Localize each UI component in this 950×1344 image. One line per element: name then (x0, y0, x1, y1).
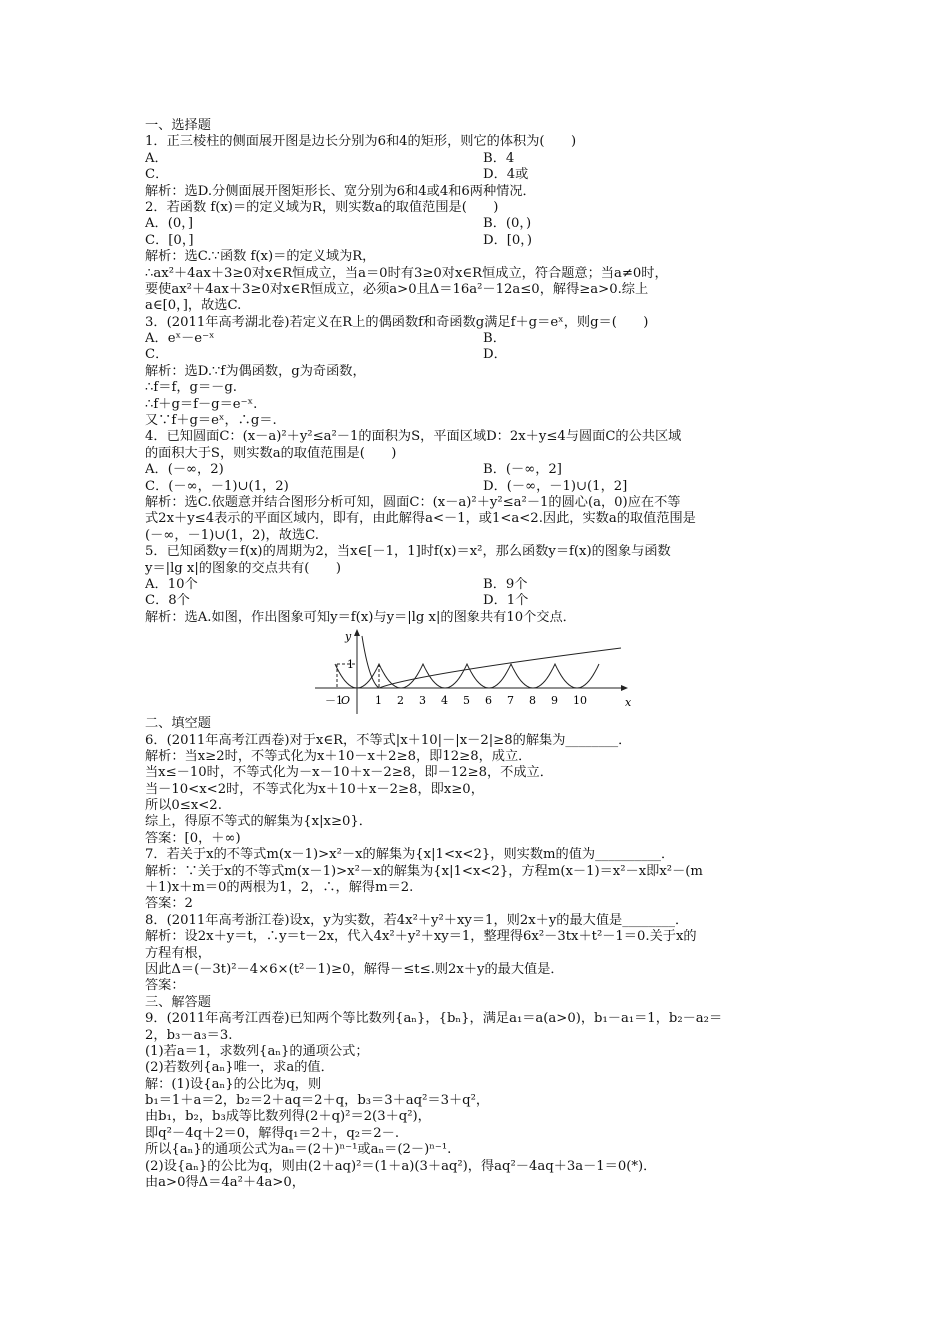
option-text: D．4或 (483, 167, 529, 183)
x-axis-label: x (625, 696, 632, 710)
x-tick-label: 8 (529, 694, 536, 708)
option-text: C．(－∞，－1)∪(1，2) (145, 478, 289, 494)
text-line: 6．(2011年高考江西卷)对于x∈R，不等式|x＋10|－|x－2|≥8的解集为________． (145, 732, 632, 748)
text-line: (1)若a＝1，求数列{aₙ}的通项公式； (145, 1043, 369, 1059)
text-line: 方程有根， (145, 945, 211, 961)
text-line: 即q²－4q＋2＝0，解得q₁＝2＋，q₂＝2－. (145, 1125, 400, 1141)
x-tick-label: O (341, 694, 351, 708)
text-line: ∴f＝f，g＝－g. (145, 380, 237, 396)
option-text: C． (145, 347, 169, 363)
text-line: 因此Δ＝(－3t)²－4×6×(t²－1)≥0，解得－≤t≤.则2x＋y的最大值是． (145, 961, 564, 977)
option-text: A．(－∞，2) (145, 462, 224, 478)
x-tick-label: 6 (485, 694, 492, 708)
option-row (145, 151, 810, 167)
text-line: 当－10<x<2时，不等式化为x＋10＋x－2≥8，即x≥0， (145, 781, 484, 797)
x-axis-arrow (621, 685, 628, 691)
option-row (145, 347, 810, 363)
text-line: 由b₁，b₂，b₃成等比数列得(2＋q)²＝2(3＋q²)， (145, 1109, 431, 1125)
x-tick-label: 3 (419, 694, 426, 708)
option-text: A．(0，] (145, 216, 193, 232)
text-line: 解：(1)设{aₙ}的公比为q，则 (145, 1076, 322, 1092)
document-page (145, 118, 810, 1191)
text-line: y＝|lg x|的图象的交点共有( ) (145, 560, 341, 576)
text-line: 解析：选D.∵f为偶函数，g为奇函数， (145, 363, 366, 379)
option-row (145, 593, 810, 609)
x-tick-labels (325, 694, 587, 707)
option-row (145, 331, 810, 347)
x-tick-label: 1 (375, 694, 382, 708)
x-tick-label: 4 (441, 694, 448, 708)
text-line: 1．正三棱柱的侧面展开图是边长分别为6和4的矩形，则它的体积为( ) (145, 134, 577, 150)
option-row (145, 479, 810, 495)
text-line: 当x≤－10时，不等式化为－x－10＋x－2≥8，即－12≥8，不成立． (145, 765, 553, 781)
x-tick-label: 5 (463, 694, 470, 708)
text-line: 解析：选D.分侧面展开图矩形长、宽分别为6和4或4和6两种情况． (145, 183, 536, 199)
text-line: a∈[0，]，故选C. (145, 298, 242, 314)
text-line: 所以{aₙ}的通项公式为aₙ＝(2＋)ⁿ⁻¹或aₙ＝(2－)ⁿ⁻¹. (145, 1142, 452, 1158)
text-line: ∴f＋g＝f－g＝e⁻ˣ. (145, 396, 258, 412)
option-text: A．eˣ－e⁻ˣ (145, 331, 215, 347)
option-row (145, 216, 810, 232)
x-tick-label: 10 (573, 694, 587, 708)
option-text: A．10个 (145, 576, 198, 592)
y-tick-label: 1 (347, 658, 354, 672)
text-line: ＋1)x＋m＝0的两根为1，2，∴，解得m＝2. (145, 880, 414, 896)
text-line: 解析：选C.依题意并结合图形分析可知，圆面C：(x－a)²＋y²≤a²－1的圆心(a，0)应在不等 (145, 494, 681, 510)
text-line: 9．(2011年高考江西卷)已知两个等比数列{aₙ}，{bₙ}，满足a₁＝a(a>0)，b₁－a₁＝1，b₂－a₂＝ (145, 1011, 723, 1027)
x-tick-label: 7 (507, 694, 514, 708)
text-block-2 (145, 716, 810, 1191)
text-line: 5．已知函数y＝f(x)的周期为2，当x∈[－1，1]时f(x)＝x²，那么函数y＝f(x)的图象与函数 (145, 544, 671, 560)
option-text: C．8个 (145, 593, 190, 609)
x-tick-label: 9 (551, 694, 558, 708)
text-line: 解析：当x≥2时，不等式化为x＋10－x＋2≥8，即12≥8，成立． (145, 748, 532, 764)
text-line: 4．已知圆面C：(x－a)²＋y²≤a²－1的面积为S，平面区域D：2x＋y≤4与圆面C的公共区域 (145, 429, 682, 445)
text-line: 的面积大于S，则实数a的取值范围是( ) (145, 445, 397, 461)
option-text: C．[0，] (145, 232, 194, 248)
text-line: 答案： (145, 978, 185, 994)
option-text: C． (145, 167, 169, 183)
text-line: 解析：∵关于x的不等式m(x－1)>x²－x的解集为{x|1<x<2}，方程m(x－1)＝x²－x即x²－(m (145, 863, 703, 879)
option-text: A． (145, 150, 168, 166)
text-line: (－∞，－1)∪(1，2)，故选C. (145, 527, 319, 543)
option-text: B． (483, 331, 506, 347)
graph-svg (315, 626, 655, 716)
text-line: ∴ax²＋4ax＋3≥0对x∈R恒成立，当a＝0时有3≥0对x∈R恒成立，符合题意；当a≠0时， (145, 265, 668, 281)
text-line: (2)设{aₙ}的公比为q，则由(2＋aq)²＝(1＋a)(3＋aq²)，得aq²－4aq＋3a－1＝0(*)． (145, 1158, 657, 1174)
text-line: 3．(2011年高考湖北卷)若定义在R上的偶函数f和奇函数g满足f＋g＝eˣ，则g＝( ) (145, 314, 649, 330)
text-line: 又∵f＋g＝eˣ，∴g＝. (145, 413, 277, 429)
x-tick-label: －1 (325, 694, 343, 708)
option-text: D． (483, 347, 507, 363)
option-text: D．(－∞，－1)∪(1，2] (483, 478, 628, 494)
y-axis-arrow (354, 629, 360, 636)
text-line: 答案：2 (145, 896, 193, 912)
text-line: 一、选择题 (145, 118, 211, 133)
function-graph-figure (145, 626, 810, 716)
text-line: 解析：选C.∵函数 f(x)＝的定义域为R， (145, 249, 376, 265)
text-block-1 (145, 118, 810, 626)
text-line: 8．(2011年高考浙江卷)设x，y为实数，若4x²＋y²＋xy＝1，则2x＋y的最大值是________． (145, 912, 689, 928)
periodic-parabola-curve (335, 664, 599, 688)
text-line: 2，b₃－a₃＝3. (145, 1027, 233, 1043)
y-axis-label: y (345, 630, 352, 644)
x-tick-label: 2 (397, 694, 404, 708)
option-text: B．9个 (483, 576, 528, 592)
option-row (145, 577, 810, 593)
text-line: 式2x＋y≤4表示的平面区域内，即有，由此解得a<－1，或1<a<2.因此，实数a的取值范围是 (145, 511, 696, 527)
text-line: b₁＝1＋a＝2，b₂＝2＋aq＝2＋q，b₃＝3＋aq²＝3＋q²， (145, 1093, 490, 1109)
text-line: 答案：[0，＋∞) (145, 830, 241, 846)
text-line: 7．若关于x的不等式m(x－1)>x²－x的解集为{x|1<x<2}，则实数m的值为__________． (145, 847, 675, 863)
text-line: 解析：选A.如图，作出图象可知y＝f(x)与y＝|lg x|的图象共有10个交点． (145, 609, 576, 625)
option-text: B．4 (483, 150, 515, 166)
text-line: 所以0≤x<2. (145, 798, 222, 814)
text-line: 要使ax²＋4ax＋3≥0对x∈R恒成立，必须a>0且Δ＝16a²－12a≤0，解得≥a>0.综上 (145, 281, 649, 297)
option-row (145, 462, 810, 478)
text-line: 二、填空题 (145, 716, 211, 732)
text-line: 2．若函数 f(x)＝的定义域为R，则实数a的取值范围是( ) (145, 199, 499, 215)
option-row (145, 233, 810, 249)
log-curve (362, 636, 621, 688)
option-row (145, 167, 810, 183)
text-line: 综上，得原不等式的解集为{x|x≥0}． (145, 814, 372, 830)
option-text: B．(－∞，2] (483, 462, 562, 478)
option-text: D．[0，) (483, 232, 533, 248)
text-line: 三、解答题 (145, 994, 211, 1010)
text-line: 由a>0得Δ＝4a²＋4a>0， (145, 1175, 305, 1191)
option-text: D．1个 (483, 593, 529, 609)
text-line: (2)若数列{aₙ}唯一，求a的值． (145, 1060, 334, 1076)
text-line: 解析：设2x＋y＝t，∴y＝t－2x，代入4x²＋y²＋xy＝1，整理得6x²－3tx＋t²－1＝0.关于x的 (145, 929, 697, 945)
option-text: B．(0，) (483, 216, 532, 232)
